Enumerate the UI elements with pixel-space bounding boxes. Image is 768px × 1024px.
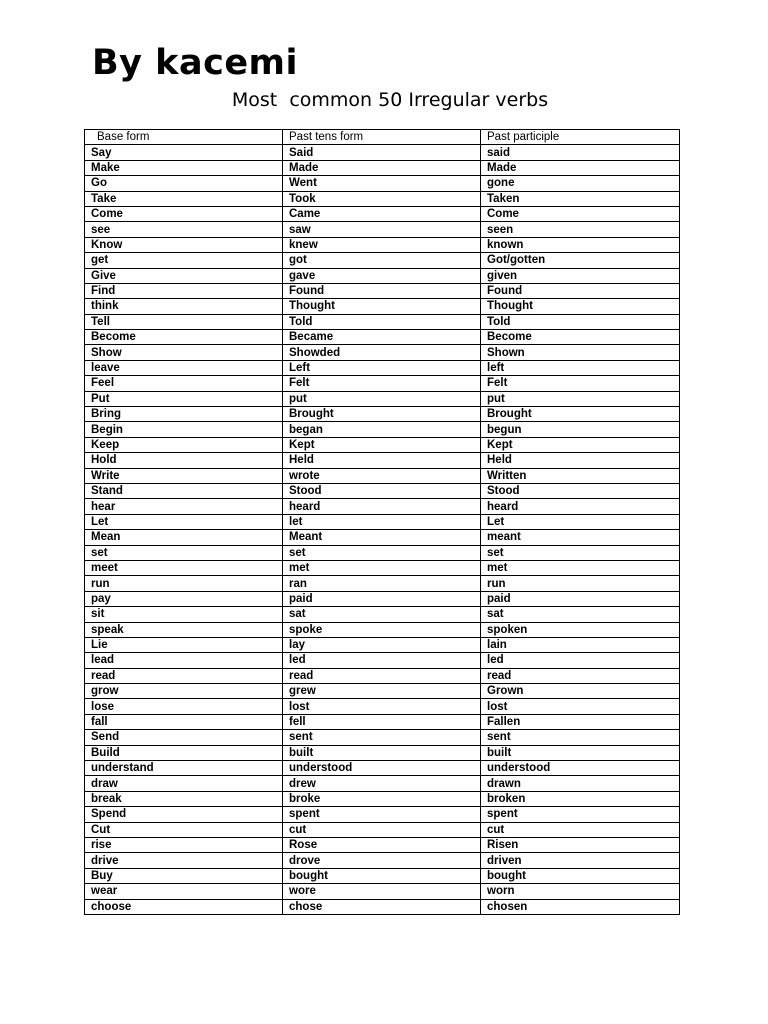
cell-past-tense: spent bbox=[283, 807, 481, 822]
cell-past-tense: Held bbox=[283, 453, 481, 468]
cell-past-participle: Found bbox=[481, 283, 680, 298]
cell-past-participle: Come bbox=[481, 206, 680, 221]
cell-base-form: read bbox=[85, 668, 283, 683]
cell-past-tense: saw bbox=[283, 222, 481, 237]
cell-past-tense: Went bbox=[283, 176, 481, 191]
cell-past-participle: worn bbox=[481, 884, 680, 899]
cell-past-participle: begun bbox=[481, 422, 680, 437]
cell-past-tense: Brought bbox=[283, 407, 481, 422]
cell-base-form: Say bbox=[85, 145, 283, 160]
cell-base-form: speak bbox=[85, 622, 283, 637]
cell-base-form: Send bbox=[85, 730, 283, 745]
table-row bbox=[85, 868, 680, 883]
table-row bbox=[85, 745, 680, 760]
table-row bbox=[85, 330, 680, 345]
cell-past-tense: got bbox=[283, 253, 481, 268]
cell-past-participle: left bbox=[481, 360, 680, 375]
cell-base-form: Stand bbox=[85, 483, 283, 498]
cell-past-tense: led bbox=[283, 653, 481, 668]
cell-past-tense: sent bbox=[283, 730, 481, 745]
cell-past-participle: understood bbox=[481, 761, 680, 776]
cell-base-form: Bring bbox=[85, 407, 283, 422]
cell-past-tense: Became bbox=[283, 330, 481, 345]
cell-past-participle: Made bbox=[481, 160, 680, 175]
cell-base-form: fall bbox=[85, 714, 283, 729]
author-line: By kacemi bbox=[92, 43, 299, 83]
cell-base-form: Become bbox=[85, 330, 283, 345]
table-row bbox=[85, 145, 680, 160]
cell-past-tense: understood bbox=[283, 761, 481, 776]
cell-past-tense: Told bbox=[283, 314, 481, 329]
cell-base-form: Let bbox=[85, 514, 283, 529]
cell-past-tense: knew bbox=[283, 237, 481, 252]
cell-base-form: Hold bbox=[85, 453, 283, 468]
cell-past-participle: spoken bbox=[481, 622, 680, 637]
cell-base-form: break bbox=[85, 791, 283, 806]
table-row bbox=[85, 714, 680, 729]
table-row bbox=[85, 499, 680, 514]
cell-past-participle: Stood bbox=[481, 483, 680, 498]
table-row bbox=[85, 807, 680, 822]
cell-past-participle: Held bbox=[481, 453, 680, 468]
table-row bbox=[85, 653, 680, 668]
table-row bbox=[85, 699, 680, 714]
cell-past-tense: Kept bbox=[283, 437, 481, 452]
cell-past-participle: Shown bbox=[481, 345, 680, 360]
cell-base-form: Take bbox=[85, 191, 283, 206]
cell-base-form: see bbox=[85, 222, 283, 237]
table-row bbox=[85, 376, 680, 391]
table-row bbox=[85, 560, 680, 575]
cell-past-tense: Meant bbox=[283, 530, 481, 545]
cell-past-participle: paid bbox=[481, 591, 680, 606]
cell-base-form: Find bbox=[85, 283, 283, 298]
cell-base-form: Go bbox=[85, 176, 283, 191]
cell-past-tense: cut bbox=[283, 822, 481, 837]
table-row bbox=[85, 222, 680, 237]
cell-past-participle: met bbox=[481, 560, 680, 575]
cell-past-participle: Written bbox=[481, 468, 680, 483]
cell-past-tense: ran bbox=[283, 576, 481, 591]
table-row bbox=[85, 468, 680, 483]
cell-past-participle: known bbox=[481, 237, 680, 252]
cell-past-tense: set bbox=[283, 545, 481, 560]
cell-past-tense: paid bbox=[283, 591, 481, 606]
table-row bbox=[85, 514, 680, 529]
cell-past-participle: said bbox=[481, 145, 680, 160]
cell-past-tense: lay bbox=[283, 637, 481, 652]
cell-base-form: Come bbox=[85, 206, 283, 221]
cell-past-tense: began bbox=[283, 422, 481, 437]
cell-past-participle: drawn bbox=[481, 776, 680, 791]
cell-past-participle: Taken bbox=[481, 191, 680, 206]
cell-past-participle: lost bbox=[481, 699, 680, 714]
cell-past-tense: Left bbox=[283, 360, 481, 375]
document-title: Most common 50 Irregular verbs bbox=[231, 89, 549, 111]
table-row bbox=[85, 345, 680, 360]
cell-past-participle: lain bbox=[481, 637, 680, 652]
cell-base-form: sit bbox=[85, 607, 283, 622]
table-row bbox=[85, 437, 680, 452]
cell-past-participle: driven bbox=[481, 853, 680, 868]
table-row bbox=[85, 853, 680, 868]
cell-past-tense: Came bbox=[283, 206, 481, 221]
cell-base-form: pay bbox=[85, 591, 283, 606]
cell-past-tense: let bbox=[283, 514, 481, 529]
cell-past-tense: lost bbox=[283, 699, 481, 714]
cell-past-tense: Found bbox=[283, 283, 481, 298]
table-row bbox=[85, 837, 680, 852]
header-past-tense-form: Past tens form bbox=[283, 130, 481, 145]
cell-base-form: run bbox=[85, 576, 283, 591]
cell-base-form: Know bbox=[85, 237, 283, 252]
cell-past-participle: led bbox=[481, 653, 680, 668]
table-header-row bbox=[85, 130, 680, 145]
table-row bbox=[85, 176, 680, 191]
table-row bbox=[85, 622, 680, 637]
table-row bbox=[85, 253, 680, 268]
table-row bbox=[85, 237, 680, 252]
cell-past-participle: Thought bbox=[481, 299, 680, 314]
cell-past-tense: put bbox=[283, 391, 481, 406]
table-row bbox=[85, 283, 680, 298]
table-row bbox=[85, 776, 680, 791]
cell-past-participle: given bbox=[481, 268, 680, 283]
table-row bbox=[85, 206, 680, 221]
table-row bbox=[85, 422, 680, 437]
cell-base-form: get bbox=[85, 253, 283, 268]
cell-base-form: set bbox=[85, 545, 283, 560]
table-row bbox=[85, 299, 680, 314]
cell-past-participle: Grown bbox=[481, 684, 680, 699]
cell-past-participle: read bbox=[481, 668, 680, 683]
cell-base-form: Mean bbox=[85, 530, 283, 545]
table-row bbox=[85, 761, 680, 776]
cell-past-tense: met bbox=[283, 560, 481, 575]
cell-past-participle: built bbox=[481, 745, 680, 760]
cell-base-form: understand bbox=[85, 761, 283, 776]
table-row bbox=[85, 483, 680, 498]
table-row bbox=[85, 314, 680, 329]
cell-past-tense: broke bbox=[283, 791, 481, 806]
cell-base-form: lead bbox=[85, 653, 283, 668]
cell-base-form: Give bbox=[85, 268, 283, 283]
cell-past-participle: Got/gotten bbox=[481, 253, 680, 268]
cell-past-tense: Thought bbox=[283, 299, 481, 314]
cell-past-participle: run bbox=[481, 576, 680, 591]
table-row bbox=[85, 545, 680, 560]
cell-base-form: hear bbox=[85, 499, 283, 514]
cell-base-form: draw bbox=[85, 776, 283, 791]
cell-past-participle: put bbox=[481, 391, 680, 406]
table-row bbox=[85, 453, 680, 468]
table-row bbox=[85, 391, 680, 406]
cell-base-form: Put bbox=[85, 391, 283, 406]
table-row bbox=[85, 360, 680, 375]
cell-past-participle: heard bbox=[481, 499, 680, 514]
cell-past-participle: meant bbox=[481, 530, 680, 545]
table-row bbox=[85, 668, 680, 683]
cell-base-form: lose bbox=[85, 699, 283, 714]
cell-base-form: Tell bbox=[85, 314, 283, 329]
cell-past-tense: chose bbox=[283, 899, 481, 914]
table-row bbox=[85, 730, 680, 745]
cell-past-tense: Rose bbox=[283, 837, 481, 852]
cell-past-participle: broken bbox=[481, 791, 680, 806]
cell-past-participle: Risen bbox=[481, 837, 680, 852]
cell-base-form: think bbox=[85, 299, 283, 314]
table-row bbox=[85, 637, 680, 652]
irregular-verbs-table bbox=[84, 129, 680, 915]
cell-past-participle: seen bbox=[481, 222, 680, 237]
cell-past-participle: Become bbox=[481, 330, 680, 345]
cell-base-form: drive bbox=[85, 853, 283, 868]
header-past-participle: Past participle bbox=[481, 130, 680, 145]
cell-base-form: Feel bbox=[85, 376, 283, 391]
cell-past-participle: Fallen bbox=[481, 714, 680, 729]
cell-past-participle: sent bbox=[481, 730, 680, 745]
table-row bbox=[85, 684, 680, 699]
cell-past-participle: Felt bbox=[481, 376, 680, 391]
cell-base-form: Keep bbox=[85, 437, 283, 452]
cell-past-tense: sat bbox=[283, 607, 481, 622]
cell-past-tense: built bbox=[283, 745, 481, 760]
cell-past-tense: Made bbox=[283, 160, 481, 175]
cell-base-form: Show bbox=[85, 345, 283, 360]
table-row bbox=[85, 191, 680, 206]
cell-past-participle: chosen bbox=[481, 899, 680, 914]
table-row bbox=[85, 899, 680, 914]
table-row bbox=[85, 607, 680, 622]
cell-past-tense: spoke bbox=[283, 622, 481, 637]
cell-base-form: Begin bbox=[85, 422, 283, 437]
table-row bbox=[85, 407, 680, 422]
cell-base-form: grow bbox=[85, 684, 283, 699]
cell-past-participle: sat bbox=[481, 607, 680, 622]
cell-base-form: Write bbox=[85, 468, 283, 483]
table-row bbox=[85, 160, 680, 175]
cell-past-tense: Showded bbox=[283, 345, 481, 360]
table-row bbox=[85, 884, 680, 899]
cell-past-tense: Said bbox=[283, 145, 481, 160]
cell-past-tense: read bbox=[283, 668, 481, 683]
cell-past-participle: spent bbox=[481, 807, 680, 822]
cell-past-tense: Stood bbox=[283, 483, 481, 498]
cell-past-participle: bought bbox=[481, 868, 680, 883]
table-row bbox=[85, 576, 680, 591]
table-row bbox=[85, 822, 680, 837]
header-base-form: Base form bbox=[85, 130, 283, 145]
table-row bbox=[85, 791, 680, 806]
cell-past-participle: Let bbox=[481, 514, 680, 529]
cell-past-tense: bought bbox=[283, 868, 481, 883]
cell-past-tense: wrote bbox=[283, 468, 481, 483]
cell-base-form: Spend bbox=[85, 807, 283, 822]
cell-base-form: meet bbox=[85, 560, 283, 575]
cell-past-participle: set bbox=[481, 545, 680, 560]
cell-base-form: choose bbox=[85, 899, 283, 914]
cell-base-form: Build bbox=[85, 745, 283, 760]
cell-base-form: wear bbox=[85, 884, 283, 899]
cell-past-tense: gave bbox=[283, 268, 481, 283]
cell-past-participle: Kept bbox=[481, 437, 680, 452]
cell-past-participle: gone bbox=[481, 176, 680, 191]
cell-past-tense: drew bbox=[283, 776, 481, 791]
cell-past-tense: wore bbox=[283, 884, 481, 899]
table-row bbox=[85, 268, 680, 283]
cell-past-tense: Felt bbox=[283, 376, 481, 391]
cell-base-form: Lie bbox=[85, 637, 283, 652]
cell-past-participle: Told bbox=[481, 314, 680, 329]
cell-base-form: Make bbox=[85, 160, 283, 175]
cell-base-form: Buy bbox=[85, 868, 283, 883]
cell-base-form: Cut bbox=[85, 822, 283, 837]
cell-base-form: leave bbox=[85, 360, 283, 375]
cell-past-tense: drove bbox=[283, 853, 481, 868]
cell-past-participle: Brought bbox=[481, 407, 680, 422]
cell-past-tense: Took bbox=[283, 191, 481, 206]
cell-past-tense: fell bbox=[283, 714, 481, 729]
cell-base-form: rise bbox=[85, 837, 283, 852]
table-body bbox=[85, 145, 680, 915]
table-row bbox=[85, 591, 680, 606]
table-row bbox=[85, 530, 680, 545]
cell-past-tense: heard bbox=[283, 499, 481, 514]
cell-past-tense: grew bbox=[283, 684, 481, 699]
cell-past-participle: cut bbox=[481, 822, 680, 837]
